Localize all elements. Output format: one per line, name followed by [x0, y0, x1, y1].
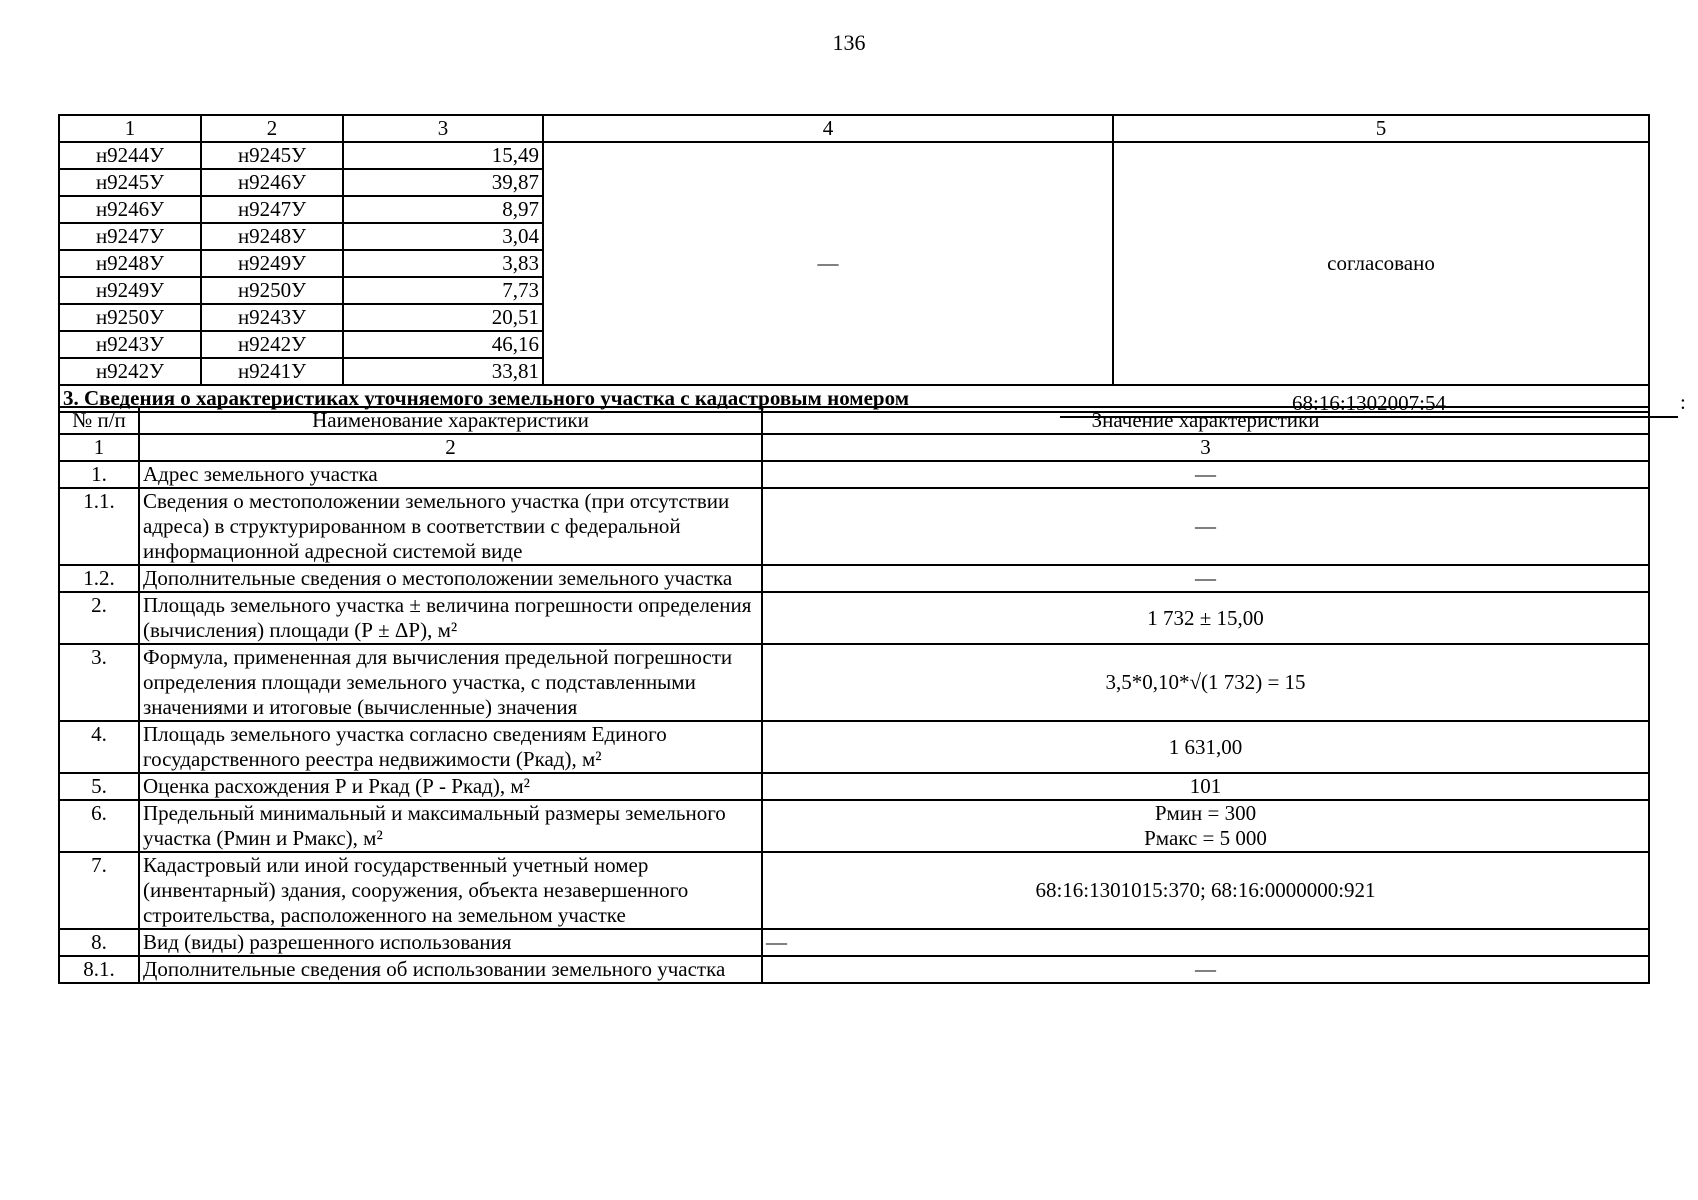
characteristic-value: —	[762, 929, 1649, 956]
characteristic-value: —	[762, 565, 1649, 592]
table-row	[59, 773, 1649, 800]
characteristic-value: 68:16:1301015:370; 68:16:0000000:921	[762, 852, 1649, 929]
length-value: 3,04	[343, 223, 543, 250]
characteristic-name: Дополнительные сведения о местоположении земельного участка	[139, 565, 762, 592]
row-number: 1.	[59, 461, 139, 488]
point-to: н9243У	[201, 304, 343, 331]
boundary-parts-table	[58, 114, 1686, 415]
page-number: 136	[832, 30, 866, 55]
max-size-value: Рмакс = 5 000	[1144, 826, 1267, 850]
point-to: н9250У	[201, 277, 343, 304]
row-number: 1.2.	[59, 565, 139, 592]
characteristic-name: Формула, примененная для вычисления предельной погрешности определения площади земельного участка, с подставленными значениями и итоговые (вычисленные) значения	[139, 644, 762, 721]
point-from: н9247У	[59, 223, 201, 250]
col4-value: —	[543, 142, 1113, 385]
characteristic-value: —	[762, 488, 1649, 565]
row-number: 7.	[59, 852, 139, 929]
characteristic-name: Площадь земельного участка согласно сведениям Единого государственного реестра недвижимости (Ркад), м²	[139, 721, 762, 773]
characteristic-name: Дополнительные сведения об использовании земельного участка	[139, 956, 762, 983]
point-to: н9247У	[201, 196, 343, 223]
header-cell: 5	[1113, 115, 1649, 142]
subheader-cell: 1	[59, 434, 139, 461]
length-value: 46,16	[343, 331, 543, 358]
row-number: 5.	[59, 773, 139, 800]
characteristic-value: —	[762, 461, 1649, 488]
table-row	[59, 592, 1649, 644]
section-suffix: :	[1680, 390, 1686, 414]
length-value: 7,73	[343, 277, 543, 304]
point-from: н9249У	[59, 277, 201, 304]
characteristic-name: Сведения о местоположении земельного участка (при отсутствии адреса) в структурированном в соответствии с федеральной информационной адресной системой виде	[139, 488, 762, 565]
header-cell: Наименование характеристики	[139, 407, 762, 434]
header-cell: Значение характеристики	[762, 407, 1649, 434]
point-to: н9249У	[201, 250, 343, 277]
row-number: 8.	[59, 929, 139, 956]
point-to: н9246У	[201, 169, 343, 196]
length-value: 20,51	[343, 304, 543, 331]
length-value: 8,97	[343, 196, 543, 223]
subheader-cell: 2	[139, 434, 762, 461]
row-number: 3.	[59, 644, 139, 721]
table-row	[59, 565, 1649, 592]
row-number: 6.	[59, 800, 139, 852]
length-value: 39,87	[343, 169, 543, 196]
length-value: 15,49	[343, 142, 543, 169]
characteristic-value: 1 732 ± 15,00	[762, 592, 1649, 644]
table-row	[59, 800, 1649, 852]
header-cell: 4	[543, 115, 1113, 142]
table-header-row	[59, 407, 1649, 434]
header-cell: 3	[343, 115, 543, 142]
characteristic-value: 3,5*0,10*√(1 732) = 15	[762, 644, 1649, 721]
characteristic-name: Вид (виды) разрешенного использования	[139, 929, 762, 956]
point-from: н9250У	[59, 304, 201, 331]
min-size-value: Рмин = 300	[1154, 801, 1257, 825]
characteristics-table	[58, 406, 1650, 984]
point-from: н9246У	[59, 196, 201, 223]
row-number: 1.1.	[59, 488, 139, 565]
characteristic-name: Площадь земельного участка ± величина погрешности определения (вычисления) площади (Р ± ΔР), м²	[139, 592, 762, 644]
point-from: н9243У	[59, 331, 201, 358]
length-value: 3,83	[343, 250, 543, 277]
table-subheader-row	[59, 434, 1649, 461]
table-row	[59, 142, 1649, 169]
characteristic-value: 101	[762, 773, 1649, 800]
col5-value: согласовано	[1113, 142, 1649, 385]
section-title: 3. Сведения о характеристиках уточняемого земельного участка с кадастровым номером	[63, 386, 910, 410]
row-number: 2.	[59, 592, 139, 644]
header-cell: № п/п	[59, 407, 139, 434]
characteristic-value	[762, 800, 1649, 852]
row-number: 4.	[59, 721, 139, 773]
row-number: 8.1.	[59, 956, 139, 983]
length-value: 33,81	[343, 358, 543, 385]
point-from: н9245У	[59, 169, 201, 196]
characteristic-name: Оценка расхождения Р и Ркад (Р - Ркад), м²	[139, 773, 762, 800]
header-cell: 1	[59, 115, 201, 142]
point-to: н9241У	[201, 358, 343, 385]
point-from: н9248У	[59, 250, 201, 277]
characteristic-name: Кадастровый или иной государственный учетный номер (инвентарный) здания, сооружения, объекта незавершенного строительства, расположенного на земельном участке	[139, 852, 762, 929]
table-row	[59, 852, 1649, 929]
point-to: н9248У	[201, 223, 343, 250]
cadastral-number: 68:16:1302007:54	[1060, 390, 1678, 418]
characteristic-name: Предельный минимальный и максимальный размеры земельного участка (Рмин и Рмакс), м²	[139, 800, 762, 852]
point-from: н9242У	[59, 358, 201, 385]
point-to: н9242У	[201, 331, 343, 358]
table-row	[59, 721, 1649, 773]
table-header-row	[59, 115, 1649, 142]
point-to: н9245У	[201, 142, 343, 169]
header-cell: 2	[201, 115, 343, 142]
point-from: н9244У	[59, 142, 201, 169]
characteristic-value: 1 631,00	[762, 721, 1649, 773]
subheader-cell: 3	[762, 434, 1649, 461]
table-row	[59, 929, 1649, 956]
table-row	[59, 956, 1649, 983]
table-row	[59, 644, 1649, 721]
characteristic-name: Адрес земельного участка	[139, 461, 762, 488]
table-row	[59, 461, 1649, 488]
characteristic-value: —	[762, 956, 1649, 983]
table-row	[59, 488, 1649, 565]
